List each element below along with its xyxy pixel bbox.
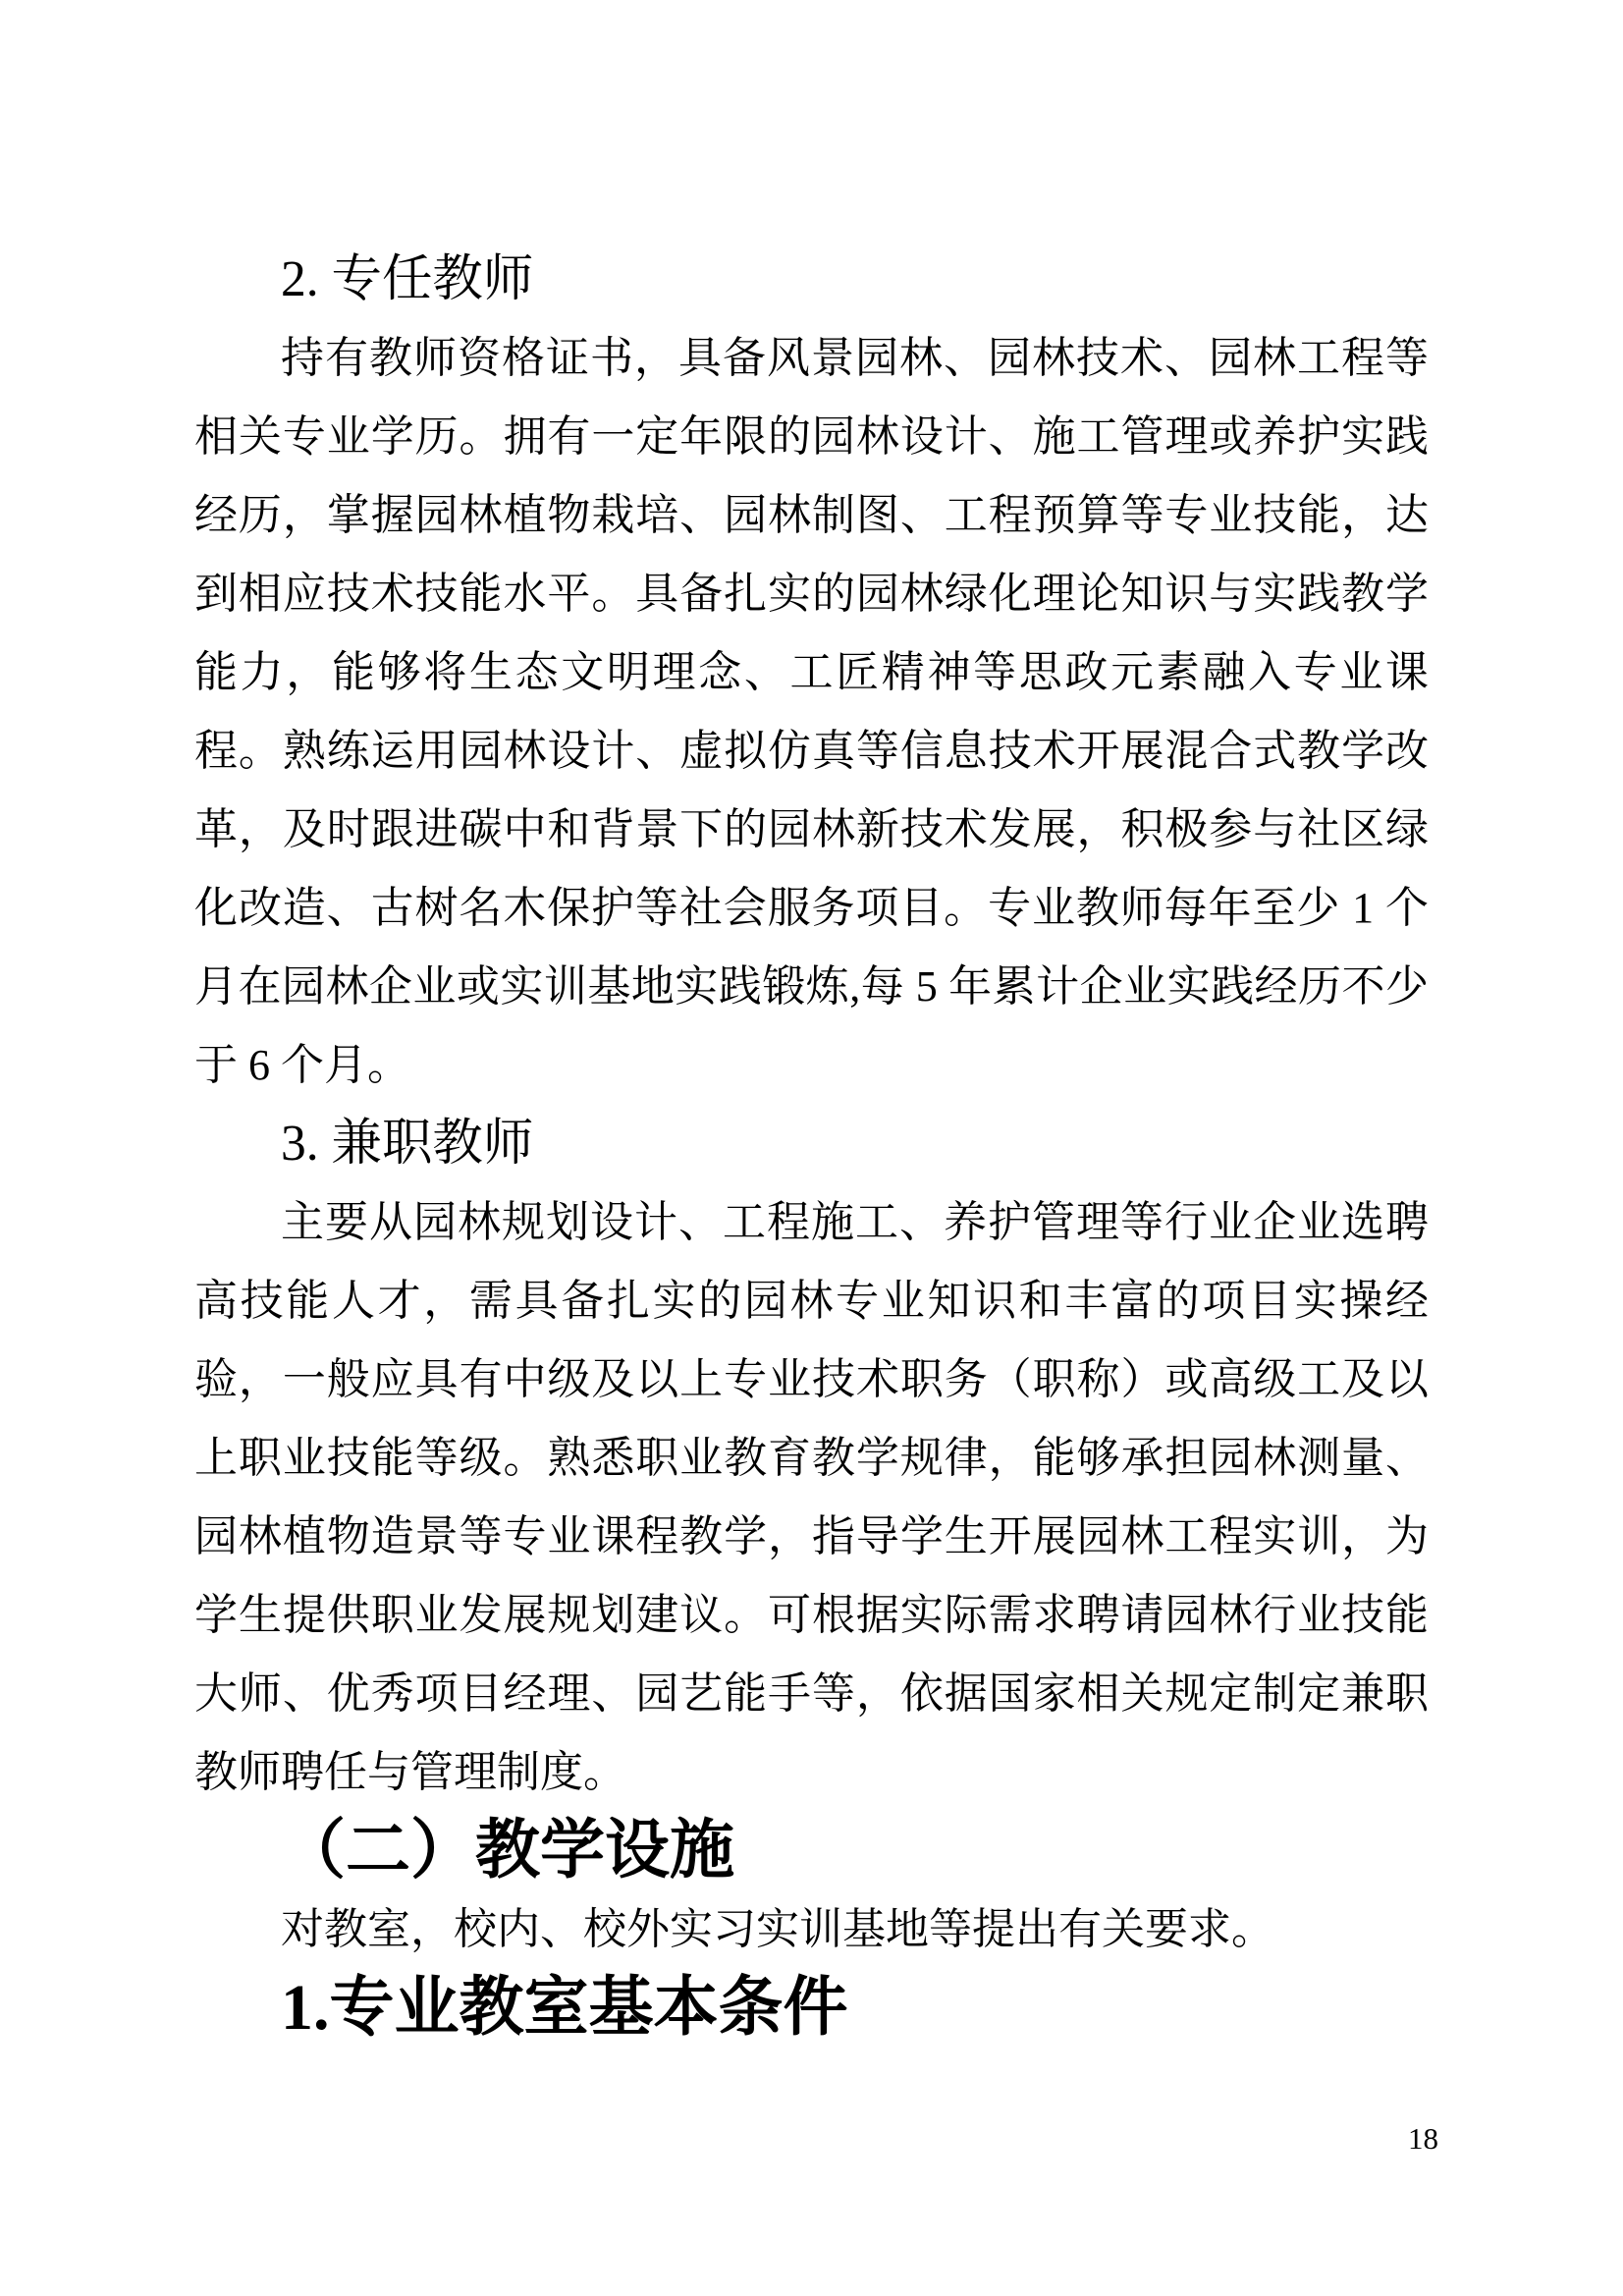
page-number: 18 xyxy=(1408,2121,1438,2156)
paragraph-facility-requirements: 对教室，校内、校外实习实训基地等提出有关要求。 xyxy=(281,1905,1274,1953)
heading-full-time-teachers: 2. 专任教师 xyxy=(281,251,534,307)
heading-part-time-teachers: 3. 兼职教师 xyxy=(281,1116,534,1172)
document-body xyxy=(194,241,1429,2048)
paragraph-part-time-teachers: 主要从园林规划设计、工程施工、养护管理等行业企业选聘高技能人才，需具备扎实的园林专业知识和丰富的项目实操经验，一般应具有中级及以上专业技术职务（职称）或高级工及以上职业技能等级。熟悉职业教育教学规律，能够承担园林测量、园林植物造景等专业课程教学，指导学生开展园林工程实训，为学生提供职业发展规划建议。可根据实际需求聘请园林行业技能大师、优秀项目经理、园艺能手等，依据国家相关规定制定兼职教师聘任与管理制度。 xyxy=(194,1198,1429,1796)
paragraph-full-time-teachers: 持有教师资格证书，具备风景园林、园林技术、园林工程等相关专业学历。拥有一定年限的园林设计、施工管理或养护实践经历，掌握园林植物栽培、园林制图、工程预算等专业技能，达到相应技术技能水平。具备扎实的园林绿化理论知识与实践教学能力，能够将生态文明理念、工匠精神等思政元素融入专业课程。熟练运用园林设计、虚拟仿真等信息技术开展混合式教学改革，及时跟进碳中和背景下的园林新技术发展，积极参与社区绿化改造、古树名木保护等社会服务项目。专业教师每年至少 1 个月在园林企业或实训基地实践锻炼,每 5 年累计企业实践经历不少于 6 个月。 xyxy=(194,334,1429,1089)
heading-classroom-basic-conditions: 1.专业教室基本条件 xyxy=(281,1972,848,2044)
heading-teaching-facilities: （二）教学设施 xyxy=(281,1815,734,1886)
